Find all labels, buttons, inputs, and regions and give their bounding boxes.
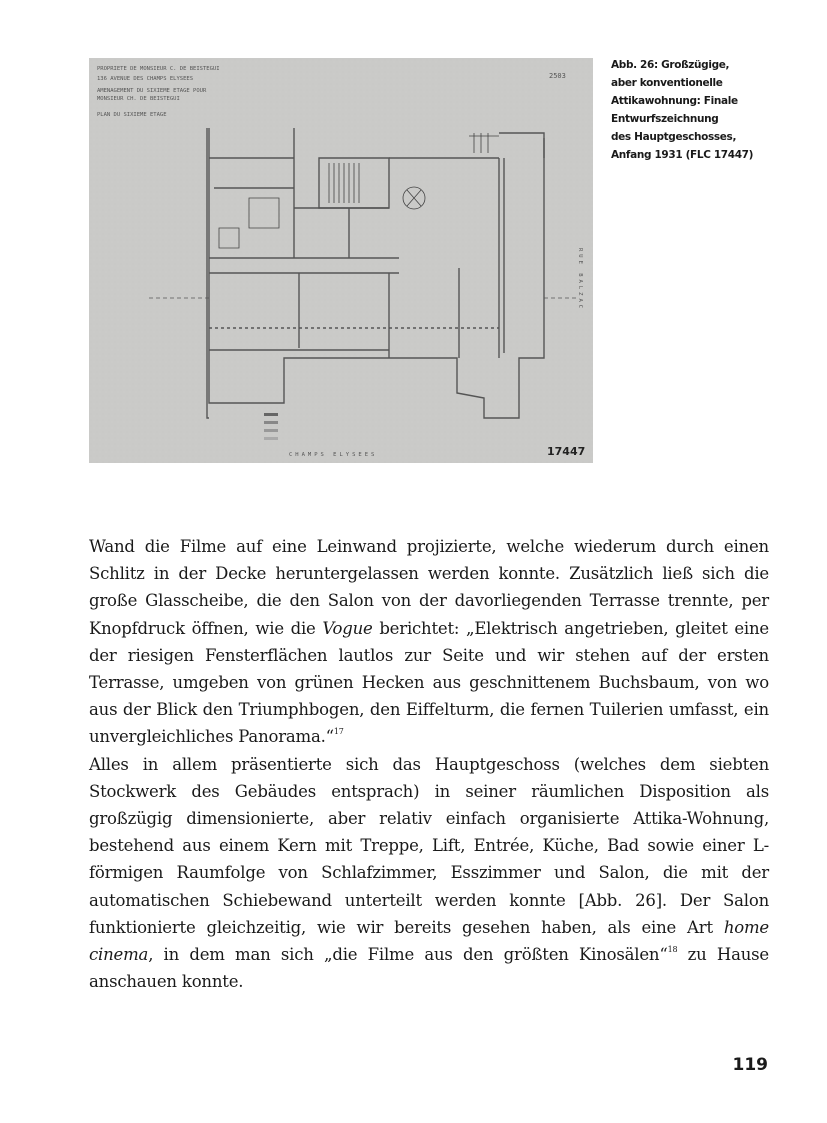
- plan-header-line: AMENAGEMENT DU SIXIEME ETAGE POUR: [97, 88, 207, 94]
- plan-street-right: RUE BALZAC: [577, 248, 583, 312]
- plan-header-line: PROPRIETE DE MONSIEUR C. DE BEISTEGUI: [97, 66, 220, 72]
- caption-line: des Hauptgeschosses,: [611, 131, 737, 143]
- floor-plan-figure: [89, 58, 593, 463]
- footnote-marker[interactable]: 17: [333, 727, 344, 737]
- page-number: 119: [732, 1055, 768, 1075]
- paragraph: Wand die Filme auf eine Leinwand projizierte, welche wiederum durch einen Schlitz in der Decke heruntergelassen werden konnte. Zusätzlich ließ sich die große Glasscheibe, die den Salon von der davorliegenden Terrasse trennte, per Knopfdruck öffnen, wie die Vogue berichtet: „Elektrisch angetrieben, gleitet eine der riesigen Fensterflächen lautlos zur Seite und wir stehen auf der ersten Terrasse, umgeben von grünen Hecken aus geschnittenem Buchsbaum, von wo aus der Blick den Triumphbogen, den Eiffelturm, die fernen Tuilerien umfasst, ein unvergleichliches Panorama.“$^{17}$: [89, 537, 769, 747]
- caption-line: Attikawohnung: Finale: [611, 95, 738, 107]
- caption-line: aber konventionelle: [611, 77, 723, 89]
- plan-street-bottom: CHAMPS ELYSEES: [289, 452, 378, 458]
- floor-plan-drawing: [89, 58, 593, 463]
- caption-line: Anfang 1931 (FLC 17447): [611, 149, 754, 161]
- plan-header-line: PLAN DU SIXIEME ETAGE: [97, 112, 167, 118]
- caption-line: Entwurfszeichnung: [611, 113, 719, 125]
- plan-header-line: 136 AVENUE DES CHAMPS ELYSEES: [97, 76, 194, 82]
- caption-line: Abb. 26: Großzügige,: [611, 59, 730, 71]
- plan-small-number: 2503: [549, 72, 566, 80]
- paragraph: Alles in allem präsentierte sich das Hauptgeschoss (welches dem siebten Stockwerk des Gebäudes entsprach) in seiner räumlichen Disposition als großzügig dimensionierte, aber relativ einfach organisierte Attika-Wohnung, bestehend aus einem Kern mit Treppe, Lift, Entrée, Küche, Bad sowie einer L-förmigen Raumfolge von Schlafzimmer, Esszimmer und Salon, die mit der automatischen Schiebewand unterteilt werden konnte [Abb. 26]. Der Salon funktionierte gleichzeitig, wie wir bereits gesehen haben, als eine Art home cinema, in dem man sich „die Filme aus den größten Kinosälen“$^{18}$ zu Hause anschauen konnte.: [89, 754, 769, 992]
- plan-header-line: MONSIEUR CH. DE BEISTEGUI: [97, 96, 180, 102]
- body-text: [89, 533, 769, 995]
- figure-caption: [611, 56, 771, 164]
- footnote-marker[interactable]: 18: [667, 945, 678, 955]
- plan-sheet-number: 17447: [547, 445, 586, 458]
